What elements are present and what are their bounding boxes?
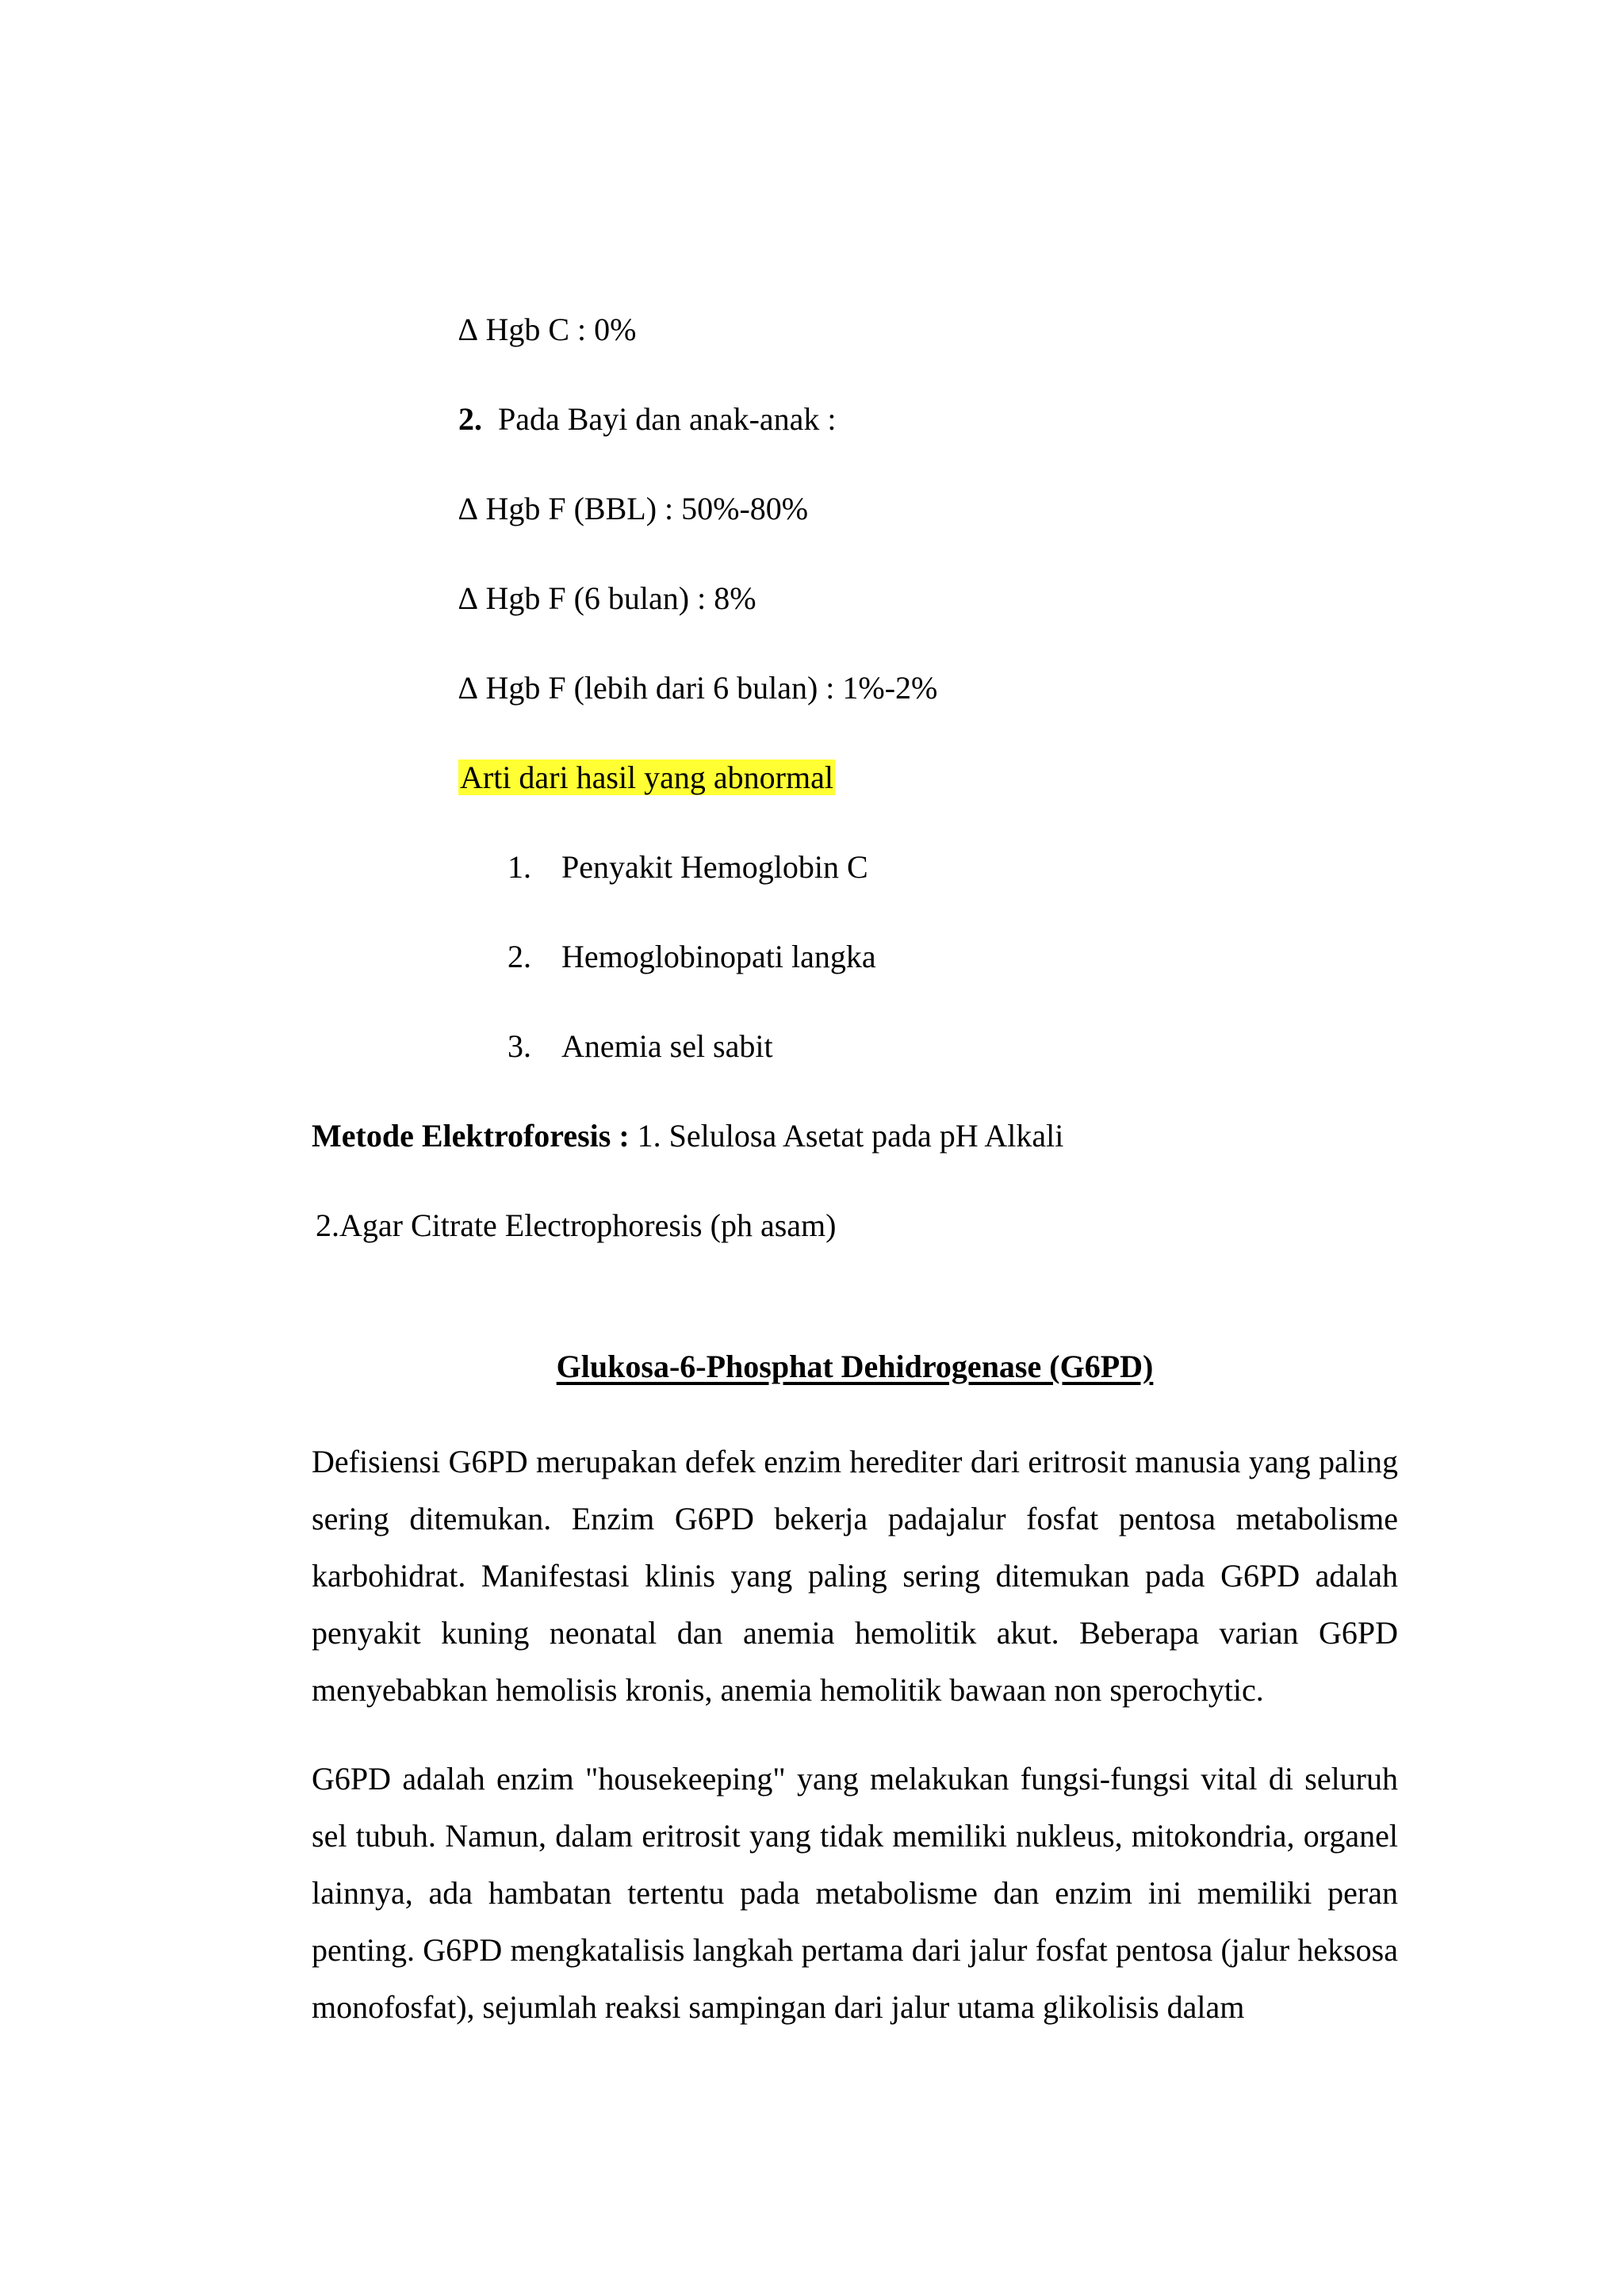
abnormal-item-1-text: Penyakit Hemoglobin C xyxy=(561,849,868,885)
g6pd-paragraph-1: Defisiensi G6PD merupakan defek enzim herediter dari eritrosit manusia yang paling sering ditemukan. Enzim G6PD bekerja padajalur fosfat pentosa metabolisme karbohidrat. Manifestasi klinis yang paling sering ditemukan pada G6PD adalah penyakit kuning neonatal dan anemia hemolitik akut. Beberapa varian G6PD menyebabkan hemolisis kronis, anemia hemolitik bawaan non sperochytic. xyxy=(312,1444,1398,1708)
g6pd-paragraph-2: G6PD adalah enzim "housekeeping" yang melakukan fungsi-fungsi vital di seluruh sel tubuh. Namun, dalam eritrosit yang tidak memiliki nukleus, mitokondria, organel lainnya, ada hambatan tertentu pada metabolisme dan enzim ini memiliki peran penting. G6PD mengkatalisis langkah pertama dari jalur fosfat pentosa (jalur heksosa monofosfat), sejumlah reaksi sampingan dari jalur utama glikolisis dalam xyxy=(312,1761,1398,2025)
abnormal-heading-text: Arti dari hasil yang abnormal xyxy=(460,760,833,795)
abnormal-item-2-number: 2. xyxy=(508,939,531,974)
hgb-f-bbl-value: ∆ Hgb F (BBL) : 50%-80% xyxy=(458,491,809,526)
hgb-f-over6-value: ∆ Hgb F (lebih dari 6 bulan) : 1%-2% xyxy=(458,670,938,706)
method-first: 1. Selulosa Asetat pada pH Alkali xyxy=(637,1118,1064,1154)
method-second: 2.Agar Citrate Electrophoresis (ph asam) xyxy=(316,1207,837,1243)
hgb-f-6-value: ∆ Hgb F (6 bulan) : 8% xyxy=(458,580,756,616)
method-line xyxy=(312,1117,1063,1155)
hgb-c-value: ∆ Hgb C : 0% xyxy=(458,312,637,347)
g6pd-title: Glukosa-6-Phosphat Dehidrogenase (G6PD) xyxy=(556,1349,1154,1384)
infant-number: 2. xyxy=(458,401,482,437)
infant-heading xyxy=(458,400,837,438)
method-label: Metode Elektroforesis : xyxy=(312,1118,630,1154)
abnormal-item-2-text: Hemoglobinopati langka xyxy=(561,939,876,974)
infant-heading-text: Pada Bayi dan anak-anak : xyxy=(498,401,837,437)
abnormal-item-3-text: Anemia sel sabit xyxy=(561,1028,773,1064)
abnormal-item-1-number: 1. xyxy=(508,849,531,885)
abnormal-item-3-number: 3. xyxy=(508,1028,531,1064)
abnormal-heading xyxy=(458,759,835,797)
